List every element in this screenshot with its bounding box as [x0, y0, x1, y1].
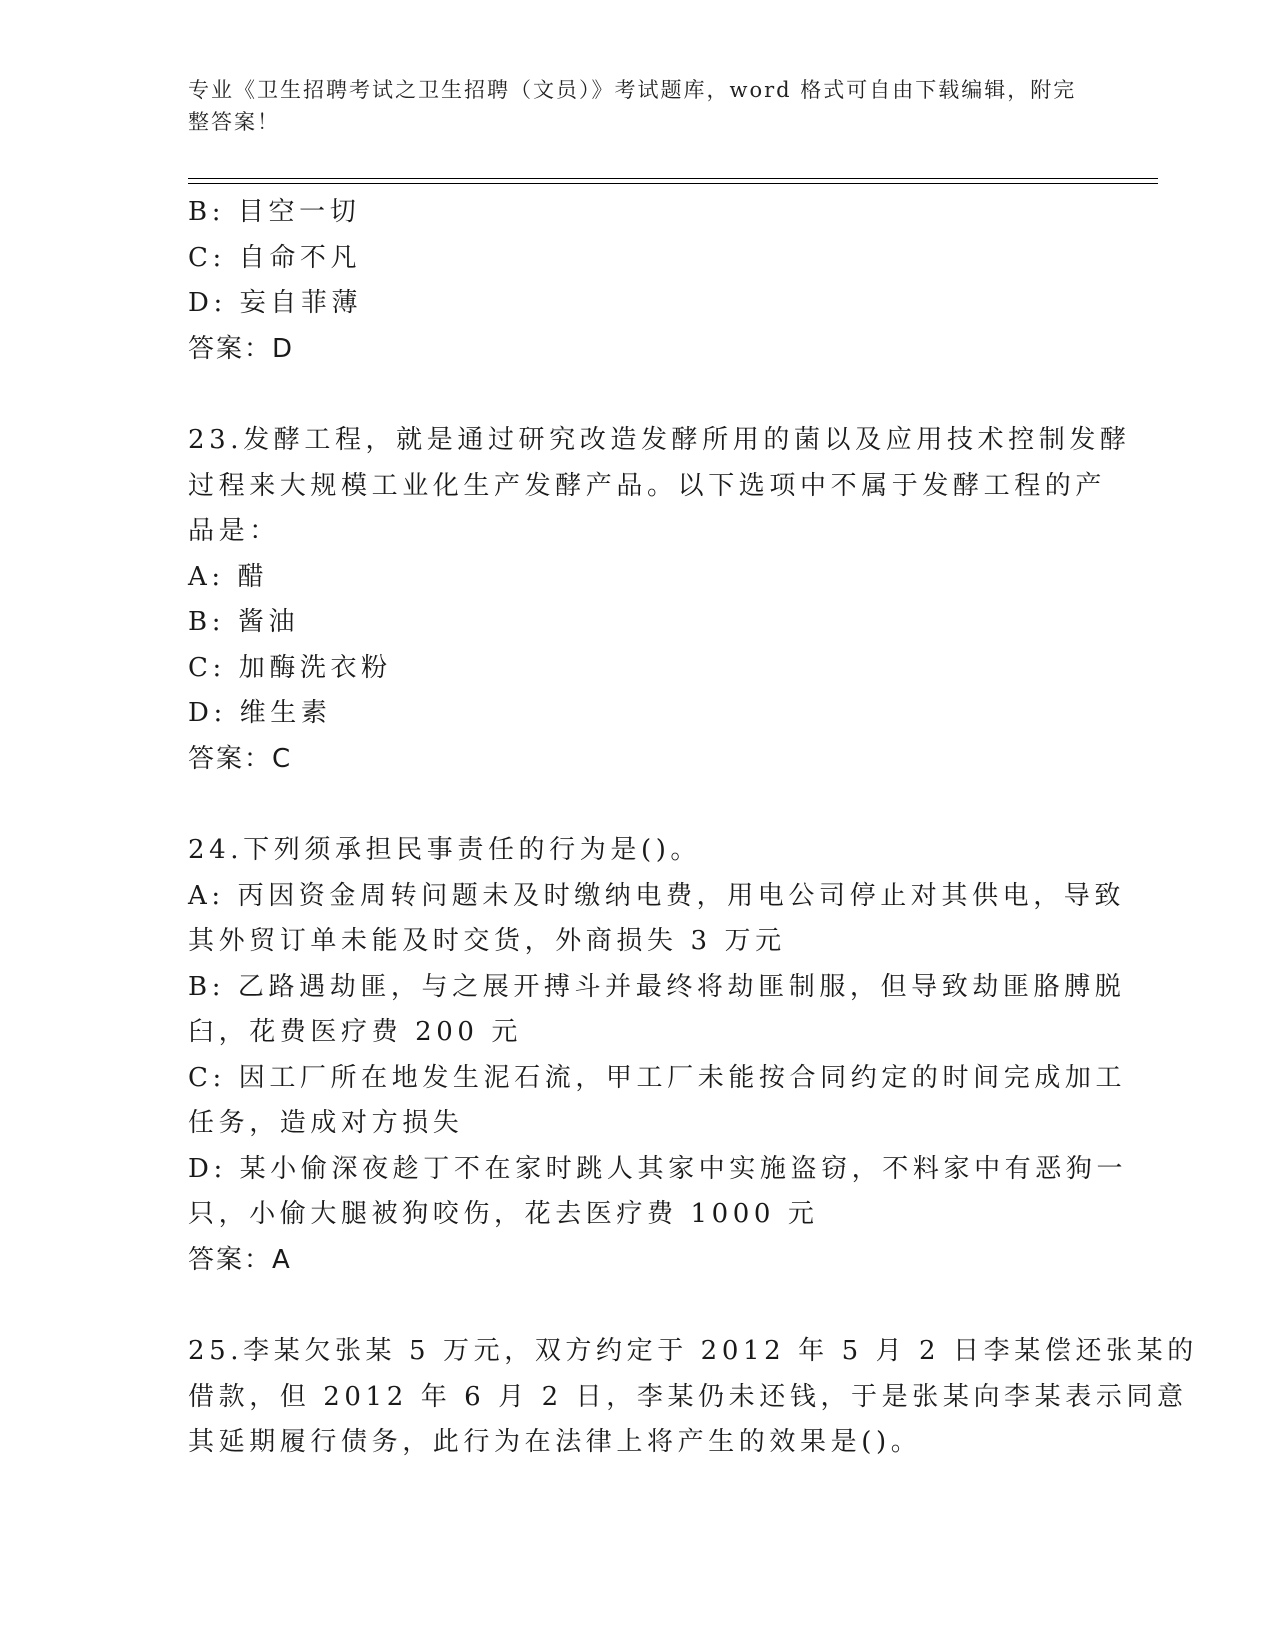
question-block [188, 418, 1131, 782]
question-text-line: 借款，但 2012 年 6 月 2 日，李某仍未还钱，于是张某向李某表示同意 [188, 1381, 1188, 1412]
option-line: A: 丙因资金周转问题未及时缴纳电费，用电公司停止对其供电，导致 [188, 880, 1126, 911]
spacer [188, 1283, 1068, 1329]
document-header [188, 74, 1078, 138]
answer-line: 答案：D [188, 333, 295, 364]
question-text-line: 25.李某欠张某 5 万元，双方约定于 2012 年 5 月 2 日李某偿还张某的 [188, 1336, 1198, 1366]
option-line: B: 酱油 [188, 607, 300, 637]
question-block [188, 828, 1128, 1283]
question-text-line: 23.发酵工程，就是通过研究改造发酵所用的菌以及应用技术控制发酵 [188, 425, 1131, 455]
spacer [188, 782, 1068, 828]
partial-question [188, 190, 1068, 372]
option-c: C: 自命不凡 [188, 242, 362, 273]
option-line: A: 醋 [188, 561, 269, 592]
option-line: 其外贸订单未能及时交货，外商损失 3 万元 [188, 926, 786, 956]
answer-line: 答案：C [188, 743, 293, 774]
header-text: 专业《卫生招聘考试之卫生招聘（文员）》考试题库，word 格式可自由下载编辑，附完整答案！ [188, 78, 1077, 134]
header-divider-bottom [188, 183, 1158, 184]
option-line: B: 乙路遇劫匪，与之展开搏斗并最终将劫匪制服，但导致劫匪胳膊脱 [188, 971, 1126, 1002]
option-line: C: 加酶洗衣粉 [188, 652, 392, 683]
option-line: C: 因工厂所在地发生泥石流，甲工厂未能按合同约定的时间完成加工 [188, 1062, 1127, 1093]
header-divider-top [188, 178, 1158, 179]
question-block [188, 1329, 1198, 1466]
option-line: 只，小偷大腿被狗咬伤，花去医疗费 1000 元 [188, 1199, 819, 1229]
option-line: D: 某小偷深夜趁丁不在家时跳人其家中实施盗窃，不料家中有恶狗一 [188, 1153, 1128, 1184]
question-text-line: 品是： [188, 516, 280, 546]
question-text-line: 过程来大规模工业化生产发酵产品。以下选项中不属于发酵工程的产 [188, 470, 1107, 501]
spacer [188, 372, 1068, 418]
option-line: D: 维生素 [188, 698, 332, 728]
answer-line: 答案：A [188, 1244, 292, 1275]
option-d: D: 妄自菲薄 [188, 288, 363, 318]
question-text-line: 24.下列须承担民事责任的行为是()。 [188, 835, 702, 865]
option-line: 臼，花费医疗费 200 元 [188, 1017, 522, 1047]
option-b: B: 目空一切 [188, 197, 361, 227]
question-text-line: 其延期履行债务，此行为在法律上将产生的效果是()。 [188, 1427, 922, 1457]
question-list [188, 190, 1198, 1466]
option-line: 任务，造成对方损失 [188, 1108, 464, 1138]
